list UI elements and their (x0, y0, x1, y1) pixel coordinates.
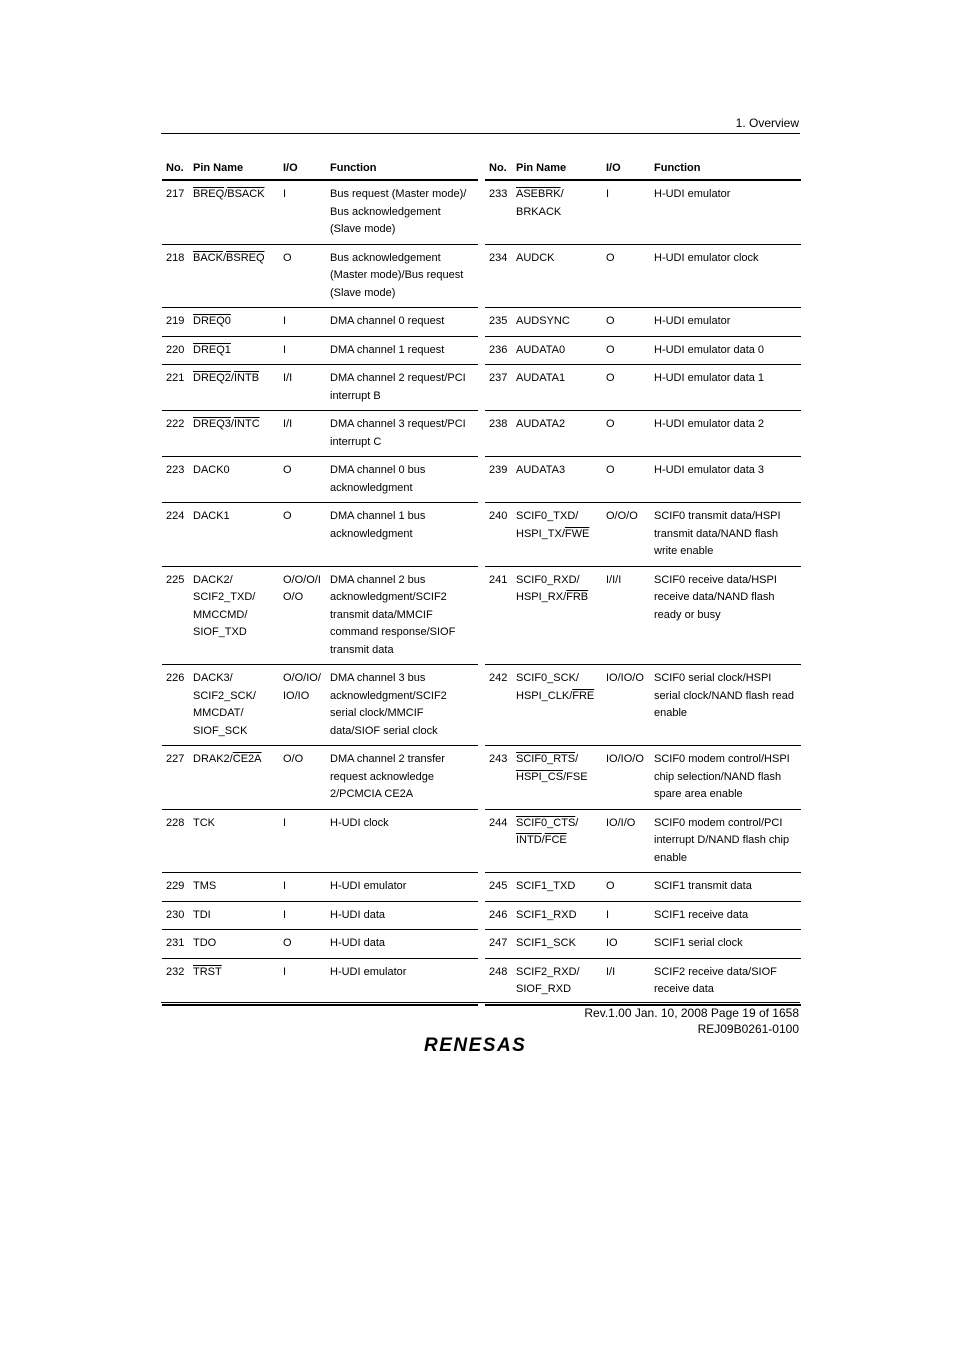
pin-number: 246 (485, 901, 512, 930)
pin-io: O/O/IO/ IO/IO (279, 665, 326, 746)
pin-table-left (162, 157, 478, 1006)
pin-io: IO/I/O (602, 809, 650, 873)
table-row (485, 901, 801, 930)
pin-io: I (279, 873, 326, 902)
pin-function: H-UDI emulator (650, 180, 801, 244)
table-row (162, 873, 478, 902)
table-row (162, 958, 478, 1005)
pin-io: I (279, 809, 326, 873)
pin-name: AUDCK (512, 244, 602, 308)
pin-name: DACK0 (189, 457, 279, 503)
pin-name: BACK/BSREQ (189, 244, 279, 308)
pin-io: I (602, 180, 650, 244)
pin-name: SCIF2_RXD/ SIOF_RXD (512, 958, 602, 1005)
pin-io: I/I (279, 365, 326, 411)
pin-function: H-UDI emulator (326, 873, 478, 902)
pin-function: H-UDI data (326, 901, 478, 930)
pin-number: 247 (485, 930, 512, 959)
pin-number: 242 (485, 665, 512, 746)
pin-function: H-UDI emulator clock (650, 244, 801, 308)
pin-function: SCIF0 serial clock/HSPI serial clock/NAND flash read enable (650, 665, 801, 746)
pin-number: 218 (162, 244, 189, 308)
pin-name: AUDATA1 (512, 365, 602, 411)
pin-io: I (279, 308, 326, 337)
table-header-row (485, 157, 801, 180)
pin-number: 223 (162, 457, 189, 503)
pin-io: I (279, 901, 326, 930)
pin-io: O/O/O/I O/O (279, 566, 326, 665)
table-row (162, 411, 478, 457)
table-row (162, 336, 478, 365)
pin-name: DREQ1 (189, 336, 279, 365)
pin-name: DREQ3/INTC (189, 411, 279, 457)
col-no: No. (485, 157, 512, 180)
pin-number: 238 (485, 411, 512, 457)
pin-function: SCIF2 receive data/SIOF receive data (650, 958, 801, 1005)
table-row (485, 809, 801, 873)
table-row (485, 873, 801, 902)
footer-info (584, 1005, 799, 1037)
col-io: I/O (602, 157, 650, 180)
pin-function: H-UDI emulator data 2 (650, 411, 801, 457)
pin-number: 240 (485, 503, 512, 567)
pin-number: 224 (162, 503, 189, 567)
pin-function: DMA channel 1 bus acknowledgment (326, 503, 478, 567)
pin-name: SCIF0_SCK/ $HSPI\_CLK/\overline{FRE}$ (512, 665, 602, 746)
pin-io: O (602, 336, 650, 365)
table-row (162, 308, 478, 337)
svg-text:RENESAS: RENESAS (424, 1035, 527, 1055)
pin-number: 229 (162, 873, 189, 902)
pin-name: SCIF1_TXD (512, 873, 602, 902)
pin-table-right (485, 157, 801, 1006)
pin-function: DMA channel 3 bus acknowledgment/SCIF2 serial clock/MMCIF data/SIOF serial clock (326, 665, 478, 746)
pin-function: H-UDI emulator data 1 (650, 365, 801, 411)
pin-function: DMA channel 3 request/PCI interrupt C (326, 411, 478, 457)
document-number: REJ09B0261-0100 (697, 1022, 799, 1036)
pin-number: 243 (485, 746, 512, 810)
pin-rows-right (485, 180, 801, 1005)
pin-name: AUDATA3 (512, 457, 602, 503)
col-function: Function (650, 157, 801, 180)
pin-io: O (602, 457, 650, 503)
table-row (485, 958, 801, 1005)
col-io: I/O (279, 157, 326, 180)
pin-name: DREQ0 (189, 308, 279, 337)
table-row (485, 665, 801, 746)
revision-info: Rev.1.00 Jan. 10, 2008 Page 19 of 1658 (584, 1006, 799, 1020)
table-row (162, 566, 478, 665)
pin-number: 237 (485, 365, 512, 411)
table-row (485, 336, 801, 365)
pin-io: I (279, 336, 326, 365)
pin-io: O (602, 244, 650, 308)
pin-function: DMA channel 2 request/PCI interrupt B (326, 365, 478, 411)
pin-function: H-UDI data (326, 930, 478, 959)
pin-io: I/I/I (602, 566, 650, 665)
pin-function: DMA channel 0 bus acknowledgment (326, 457, 478, 503)
footer-rule (161, 1002, 800, 1003)
pin-number: 248 (485, 958, 512, 1005)
pin-name: TRST (189, 958, 279, 1005)
pin-io: I (279, 958, 326, 1005)
table-row (162, 365, 478, 411)
pin-number: 239 (485, 457, 512, 503)
pin-io: O/O (279, 746, 326, 810)
pin-function: H-UDI emulator data 3 (650, 457, 801, 503)
pin-function: H-UDI emulator (326, 958, 478, 1005)
pin-function: H-UDI emulator (650, 308, 801, 337)
pin-name: SCIF0_RXD/ $HSPI\_RX/\overline{FRB}$ (512, 566, 602, 665)
pin-function: H-UDI clock (326, 809, 478, 873)
table-row (162, 930, 478, 959)
pin-name: BREQ/BSACK (189, 180, 279, 244)
col-pin-name: Pin Name (189, 157, 279, 180)
pin-function: DMA channel 1 request (326, 336, 478, 365)
pin-name: AUDSYNC (512, 308, 602, 337)
pin-io: I/I (602, 958, 650, 1005)
table-header-row (162, 157, 478, 180)
table-row (162, 244, 478, 308)
pin-number: 220 (162, 336, 189, 365)
pin-io: O (279, 930, 326, 959)
pin-io: O (602, 365, 650, 411)
pin-name: SCIF0_RTS/ HSPI_CS/FSE (512, 746, 602, 810)
pin-name: SCIF1_RXD (512, 901, 602, 930)
pin-function: SCIF1 transmit data (650, 873, 801, 902)
table-row (162, 457, 478, 503)
table-row (485, 180, 801, 244)
pin-function: SCIF0 modem control/PCI interrupt D/NAND flash chip enable (650, 809, 801, 873)
table-row (162, 901, 478, 930)
pin-name: SCIF0_CTS/ INTD/$\overline{FCE}$ (512, 809, 602, 873)
pin-name: DRAK2/CE2A (189, 746, 279, 810)
pin-function: DMA channel 2 bus acknowledgment/SCIF2 transmit data/MMCIF command response/SIOF transmit data (326, 566, 478, 665)
pin-name: DACK1 (189, 503, 279, 567)
pin-io: IO/IO/O (602, 746, 650, 810)
table-row (485, 411, 801, 457)
pin-number: 222 (162, 411, 189, 457)
pin-rows-left (162, 180, 478, 1005)
pin-number: 234 (485, 244, 512, 308)
pin-io: IO/IO/O (602, 665, 650, 746)
pin-io: O (279, 457, 326, 503)
col-no: No. (162, 157, 189, 180)
pin-function: SCIF0 transmit data/HSPI transmit data/NAND flash write enable (650, 503, 801, 567)
pin-name: ASEBRK/ BRKACK (512, 180, 602, 244)
pin-function: SCIF1 serial clock (650, 930, 801, 959)
table-row (162, 180, 478, 244)
pin-io: O (279, 244, 326, 308)
pin-number: 233 (485, 180, 512, 244)
table-row (485, 365, 801, 411)
pin-number: 232 (162, 958, 189, 1005)
pin-io: O (602, 873, 650, 902)
pin-io: O (602, 308, 650, 337)
pin-name: TMS (189, 873, 279, 902)
header-rule (161, 133, 800, 134)
pin-number: 244 (485, 809, 512, 873)
table-row (485, 457, 801, 503)
pin-number: 219 (162, 308, 189, 337)
pin-number: 245 (485, 873, 512, 902)
pin-io: I/I (279, 411, 326, 457)
pin-number: 225 (162, 566, 189, 665)
pin-name: DACK3/ SCIF2_SCK/ MMCDAT/ SIOF_SCK (189, 665, 279, 746)
pin-number: 226 (162, 665, 189, 746)
pin-function: Bus request (Master mode)/ Bus acknowledgement (Slave mode) (326, 180, 478, 244)
pin-io: I (279, 180, 326, 244)
pin-name: SCIF1_SCK (512, 930, 602, 959)
pin-function: H-UDI emulator data 0 (650, 336, 801, 365)
table-row (485, 244, 801, 308)
pin-function: SCIF0 receive data/HSPI receive data/NAND flash ready or busy (650, 566, 801, 665)
pin-io: O/O/O (602, 503, 650, 567)
pin-io: O (602, 411, 650, 457)
pin-number: 221 (162, 365, 189, 411)
pin-function: SCIF0 modem control/HSPI chip selection/NAND flash spare area enable (650, 746, 801, 810)
table-row (485, 930, 801, 959)
table-row (485, 308, 801, 337)
pin-function: DMA channel 0 request (326, 308, 478, 337)
table-row (162, 665, 478, 746)
pin-name: TCK (189, 809, 279, 873)
table-row (485, 503, 801, 567)
pin-io: I (602, 901, 650, 930)
pin-function: Bus acknowledgement (Master mode)/Bus request (Slave mode) (326, 244, 478, 308)
pin-number: 228 (162, 809, 189, 873)
pin-name: SCIF0_TXD/ $HSPI\_TX/\overline{FWE}$ (512, 503, 602, 567)
pin-name: DACK2/ SCIF2_TXD/ MMCCMD/ SIOF_TXD (189, 566, 279, 665)
pin-function: SCIF1 receive data (650, 901, 801, 930)
col-function: Function (326, 157, 478, 180)
table-row (162, 809, 478, 873)
pin-name: AUDATA0 (512, 336, 602, 365)
pin-number: 241 (485, 566, 512, 665)
section-header: 1. Overview (735, 116, 799, 130)
table-row (485, 566, 801, 665)
pin-number: 235 (485, 308, 512, 337)
table-row (162, 503, 478, 567)
pin-number: 217 (162, 180, 189, 244)
pin-function: DMA channel 2 transfer request acknowledge 2/PCMCIA CE2A (326, 746, 478, 810)
table-row (485, 746, 801, 810)
pin-io: O (279, 503, 326, 567)
pin-io: IO (602, 930, 650, 959)
pin-name: TDO (189, 930, 279, 959)
pin-number: 230 (162, 901, 189, 930)
pin-number: 227 (162, 746, 189, 810)
col-pin-name: Pin Name (512, 157, 602, 180)
pin-name: TDI (189, 901, 279, 930)
renesas-logo (420, 1033, 542, 1055)
table-row (162, 746, 478, 810)
pin-name: AUDATA2 (512, 411, 602, 457)
pin-number: 231 (162, 930, 189, 959)
pin-name: DREQ2/INTB (189, 365, 279, 411)
pin-number: 236 (485, 336, 512, 365)
